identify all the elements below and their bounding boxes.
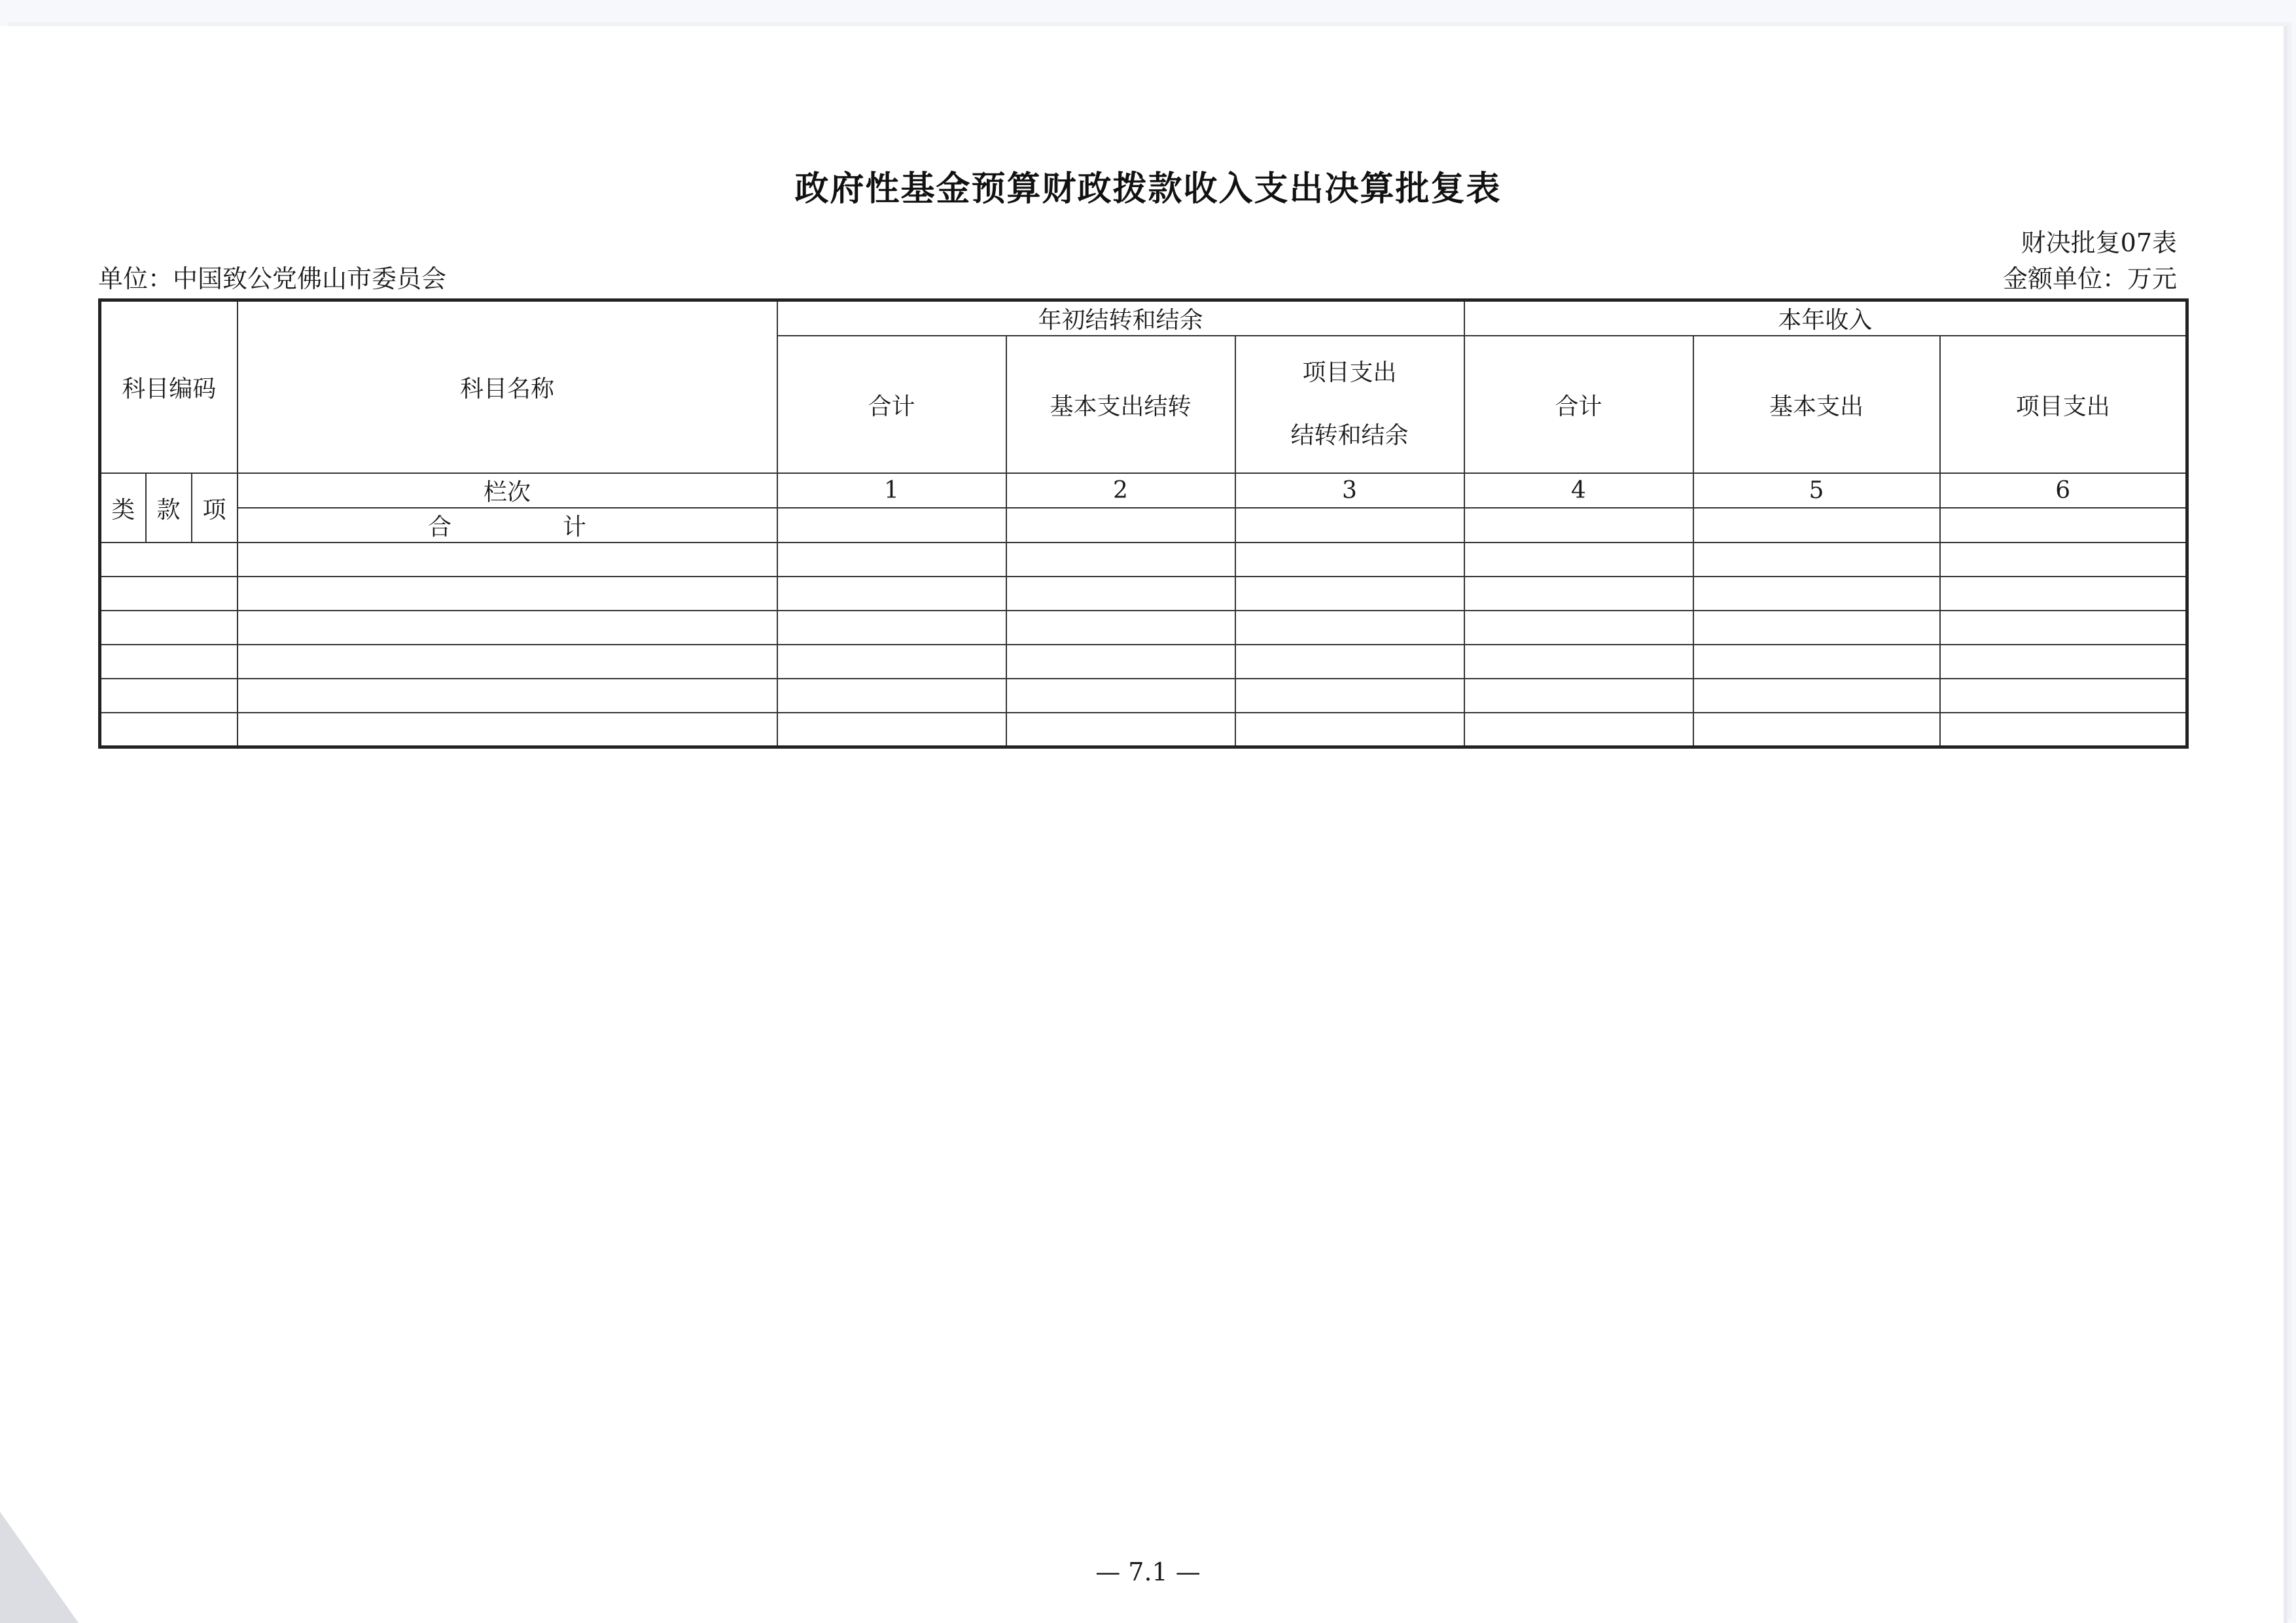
empty-row [100, 679, 2187, 713]
table-cell [1693, 543, 1940, 577]
form-code: 财决批复07表 [2021, 228, 2177, 257]
table-cell [1693, 611, 1940, 645]
unit-label: 单位：中国致公党佛山市委员会 [98, 264, 447, 293]
table-cell [1940, 577, 2187, 611]
table-cell [1006, 713, 1235, 747]
empty-row [100, 543, 2187, 577]
total-label [238, 508, 777, 543]
table-cell [1235, 543, 1464, 577]
header-code: 科目编码 [100, 300, 238, 474]
table-cell [1235, 611, 1464, 645]
table-cell [100, 713, 238, 747]
table-cell [777, 713, 1006, 747]
table-cell [1693, 645, 1940, 679]
header-income-total: 合计 [1464, 336, 1693, 473]
table-cell [777, 508, 1006, 543]
table-cell [238, 543, 777, 577]
table-cell [238, 679, 777, 713]
table-cell [238, 611, 777, 645]
table-cell [1464, 611, 1693, 645]
total-label-text: 合计 [427, 514, 698, 541]
table-cell [777, 645, 1006, 679]
row-index-label: 栏次 [238, 473, 777, 508]
table-cell [100, 679, 238, 713]
table-cell [1464, 577, 1693, 611]
index-row [100, 473, 2187, 508]
table-cell [238, 577, 777, 611]
table-cell [1006, 611, 1235, 645]
header-carry-project [1235, 336, 1464, 473]
table-cell [1006, 543, 1235, 577]
empty-row [100, 713, 2187, 747]
table-cell [1235, 679, 1464, 713]
table-cell [1464, 713, 1693, 747]
table-cell [100, 577, 238, 611]
table-cell [1006, 679, 1235, 713]
table-cell [1940, 645, 2187, 679]
header-income-basic: 基本支出 [1693, 336, 1940, 473]
table-cell [100, 543, 238, 577]
table-cell [1693, 508, 1940, 543]
header-name: 科目名称 [238, 300, 777, 474]
table-cell [777, 611, 1006, 645]
header-lei: 类 [100, 473, 146, 543]
column-number: 2 [1006, 473, 1235, 508]
budget-table [98, 298, 2189, 749]
table-cell [777, 543, 1006, 577]
table-cell [1693, 713, 1940, 747]
table-cell [1235, 508, 1464, 543]
header-income-project: 项目支出 [1940, 336, 2187, 473]
table-cell [1235, 577, 1464, 611]
column-number: 1 [777, 473, 1006, 508]
document-title: 政府性基金预算财政拨款收入支出决算批复表 [794, 169, 1502, 209]
table-cell [1693, 577, 1940, 611]
table-cell [1006, 508, 1235, 543]
header-carry-project-line1: 项目支出 [1302, 359, 1397, 386]
header-kuan: 款 [146, 473, 192, 543]
column-number: 4 [1464, 473, 1693, 508]
table-cell [100, 611, 238, 645]
page-number: — 7.1 — [1095, 1558, 1201, 1586]
table-cell [1940, 679, 2187, 713]
header-xiang: 项 [192, 473, 238, 543]
header-group-carryover: 年初结转和结余 [777, 300, 1464, 336]
table-cell [1940, 611, 2187, 645]
table-cell [238, 713, 777, 747]
empty-row [100, 645, 2187, 679]
table-cell [777, 577, 1006, 611]
empty-row [100, 577, 2187, 611]
table-cell [238, 645, 777, 679]
table-cell [1693, 679, 1940, 713]
header-row-1 [100, 300, 2187, 336]
table-cell [1464, 508, 1693, 543]
amount-unit-label: 金额单位：万元 [2002, 264, 2177, 293]
table-cell [777, 679, 1006, 713]
column-number: 6 [1940, 473, 2187, 508]
table-cell [1006, 645, 1235, 679]
header-group-income: 本年收入 [1464, 300, 2187, 336]
table-cell [1235, 645, 1464, 679]
table-cell [1464, 645, 1693, 679]
header-carry-project-line2: 结转和结余 [1290, 422, 1409, 449]
table-cell [1940, 713, 2187, 747]
table-cell [1940, 508, 2187, 543]
total-row [100, 508, 2187, 543]
table-cell [1940, 543, 2187, 577]
table-cell [1006, 577, 1235, 611]
empty-row [100, 611, 2187, 645]
table-cell [1464, 679, 1693, 713]
header-carry-total: 合计 [777, 336, 1006, 473]
table-cell [100, 645, 238, 679]
column-number: 5 [1693, 473, 1940, 508]
header-carry-basic: 基本支出结转 [1006, 336, 1235, 473]
table-cell [1235, 713, 1464, 747]
table-cell [1464, 543, 1693, 577]
column-number: 3 [1235, 473, 1464, 508]
